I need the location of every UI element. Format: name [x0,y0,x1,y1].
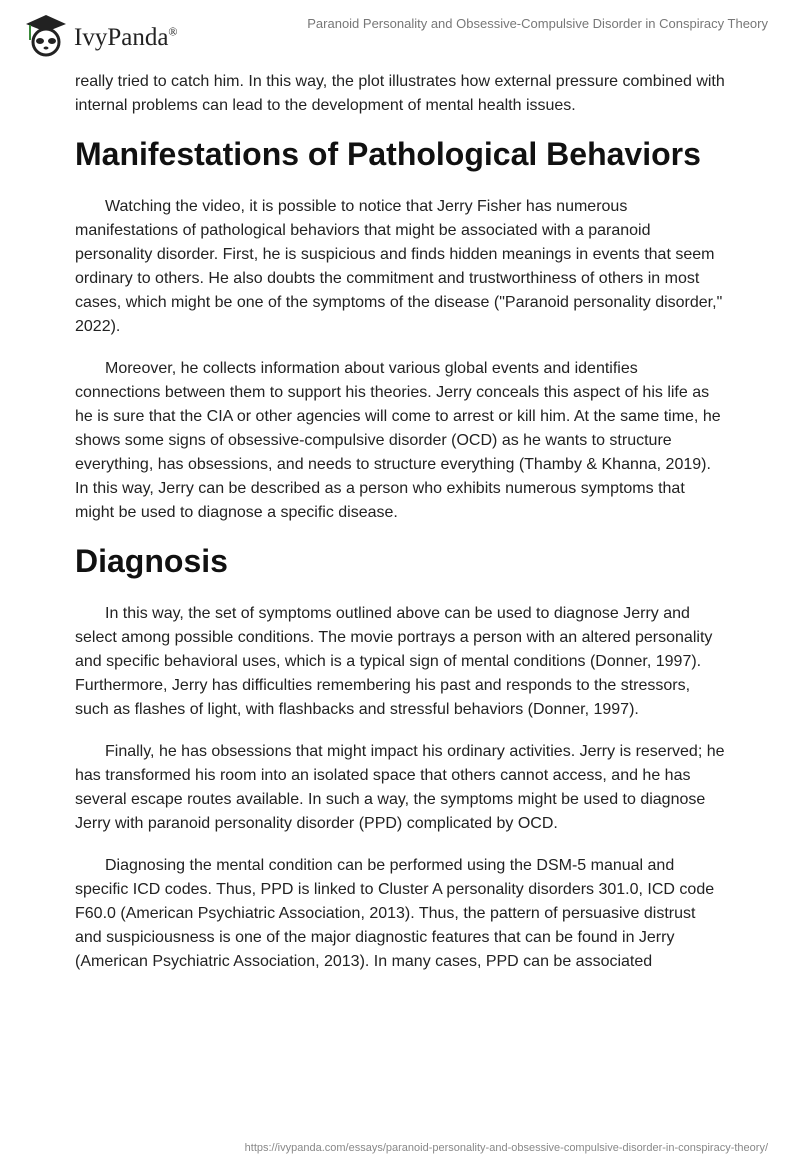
paragraph: really tried to catch him. In this way, the plot illustrates how external pressure combined with internal problems can lead to the development of mental health issues. [75,73,725,114]
paragraph: Watching the video, it is possible to notice that Jerry Fisher has numerous manifestations of pathological behaviors that might be associated with a paranoid personality disorder. First, he is suspicious and finds hidden meanings in events that seem ordinary to others. He also doubts the commitment and trustworthiness of others in most cases, which might be one of the symptoms of the disease ("Paranoid personality disorder," 2022). [75,198,723,335]
section-heading-manifestations: Manifestations of Pathological Behaviors [75,136,701,172]
document-title: Paranoid Personality and Obsessive-Compulsive Disorder in Conspiracy Theory [307,16,768,31]
ivypanda-logo[interactable] [22,12,178,58]
paragraph: Moreover, he collects information about various global events and identifies connections between them to support his theories. Jerry conceals this aspect of his life as he is sure that the CIA or other agencies will come to arrest or kill him. At the same time, he shows some signs of obsessive-compulsive disorder (OCD) as he wants to structure everything, has obsessions, and needs to structure everything (Thamby & Khanna, 2019). In this way, Jerry can be described as a person who exhibits numerous symptoms that might be used to diagnose a specific disease. [75,360,721,521]
paragraph: Finally, he has obsessions that might impact his ordinary activities. Jerry is reserved; he has transformed his room into an isolated space that others cannot access, and he has several escape routes available. In such a way, the symptoms might be used to diagnose Jerry with paranoid personality disorder (PPD) complicated by OCD. [75,743,725,832]
registered-mark: ® [168,24,178,39]
source-url[interactable]: https://ivypanda.com/essays/paranoid-personality-and-obsessive-compulsive-disorder-in-conspiracy-theory/ [244,1142,768,1154]
logo-text: IvyPanda [74,24,169,51]
page-header [0,0,800,60]
paragraph: In this way, the set of symptoms outlined above can be used to diagnose Jerry and select among possible conditions. The movie portrays a person with an altered personality and specific behavioral uses, which is a typical sign of mental conditions (Donner, 1997). Furthermore, Jerry has difficulties remembering his past and responds to the stressors, such as flashes of light, with flashbacks and stressful behaviors (Donner, 1997). [75,605,713,718]
paragraph: Diagnosing the mental condition can be performed using the DSM-5 manual and specific ICD codes. Thus, PPD is linked to Cluster A personality disorders 301.0, ICD code F60.0 (American Psychiatric Association, 2013). Thus, the pattern of persuasive distrust and suspiciousness is one of the major diagnostic features that can be found in Jerry (American Psychiatric Association, 2013). In many cases, PPD can be associated [75,857,715,970]
section-heading-diagnosis: Diagnosis [75,543,228,579]
panda-graduate-icon [22,12,68,58]
essay-content [75,70,725,992]
